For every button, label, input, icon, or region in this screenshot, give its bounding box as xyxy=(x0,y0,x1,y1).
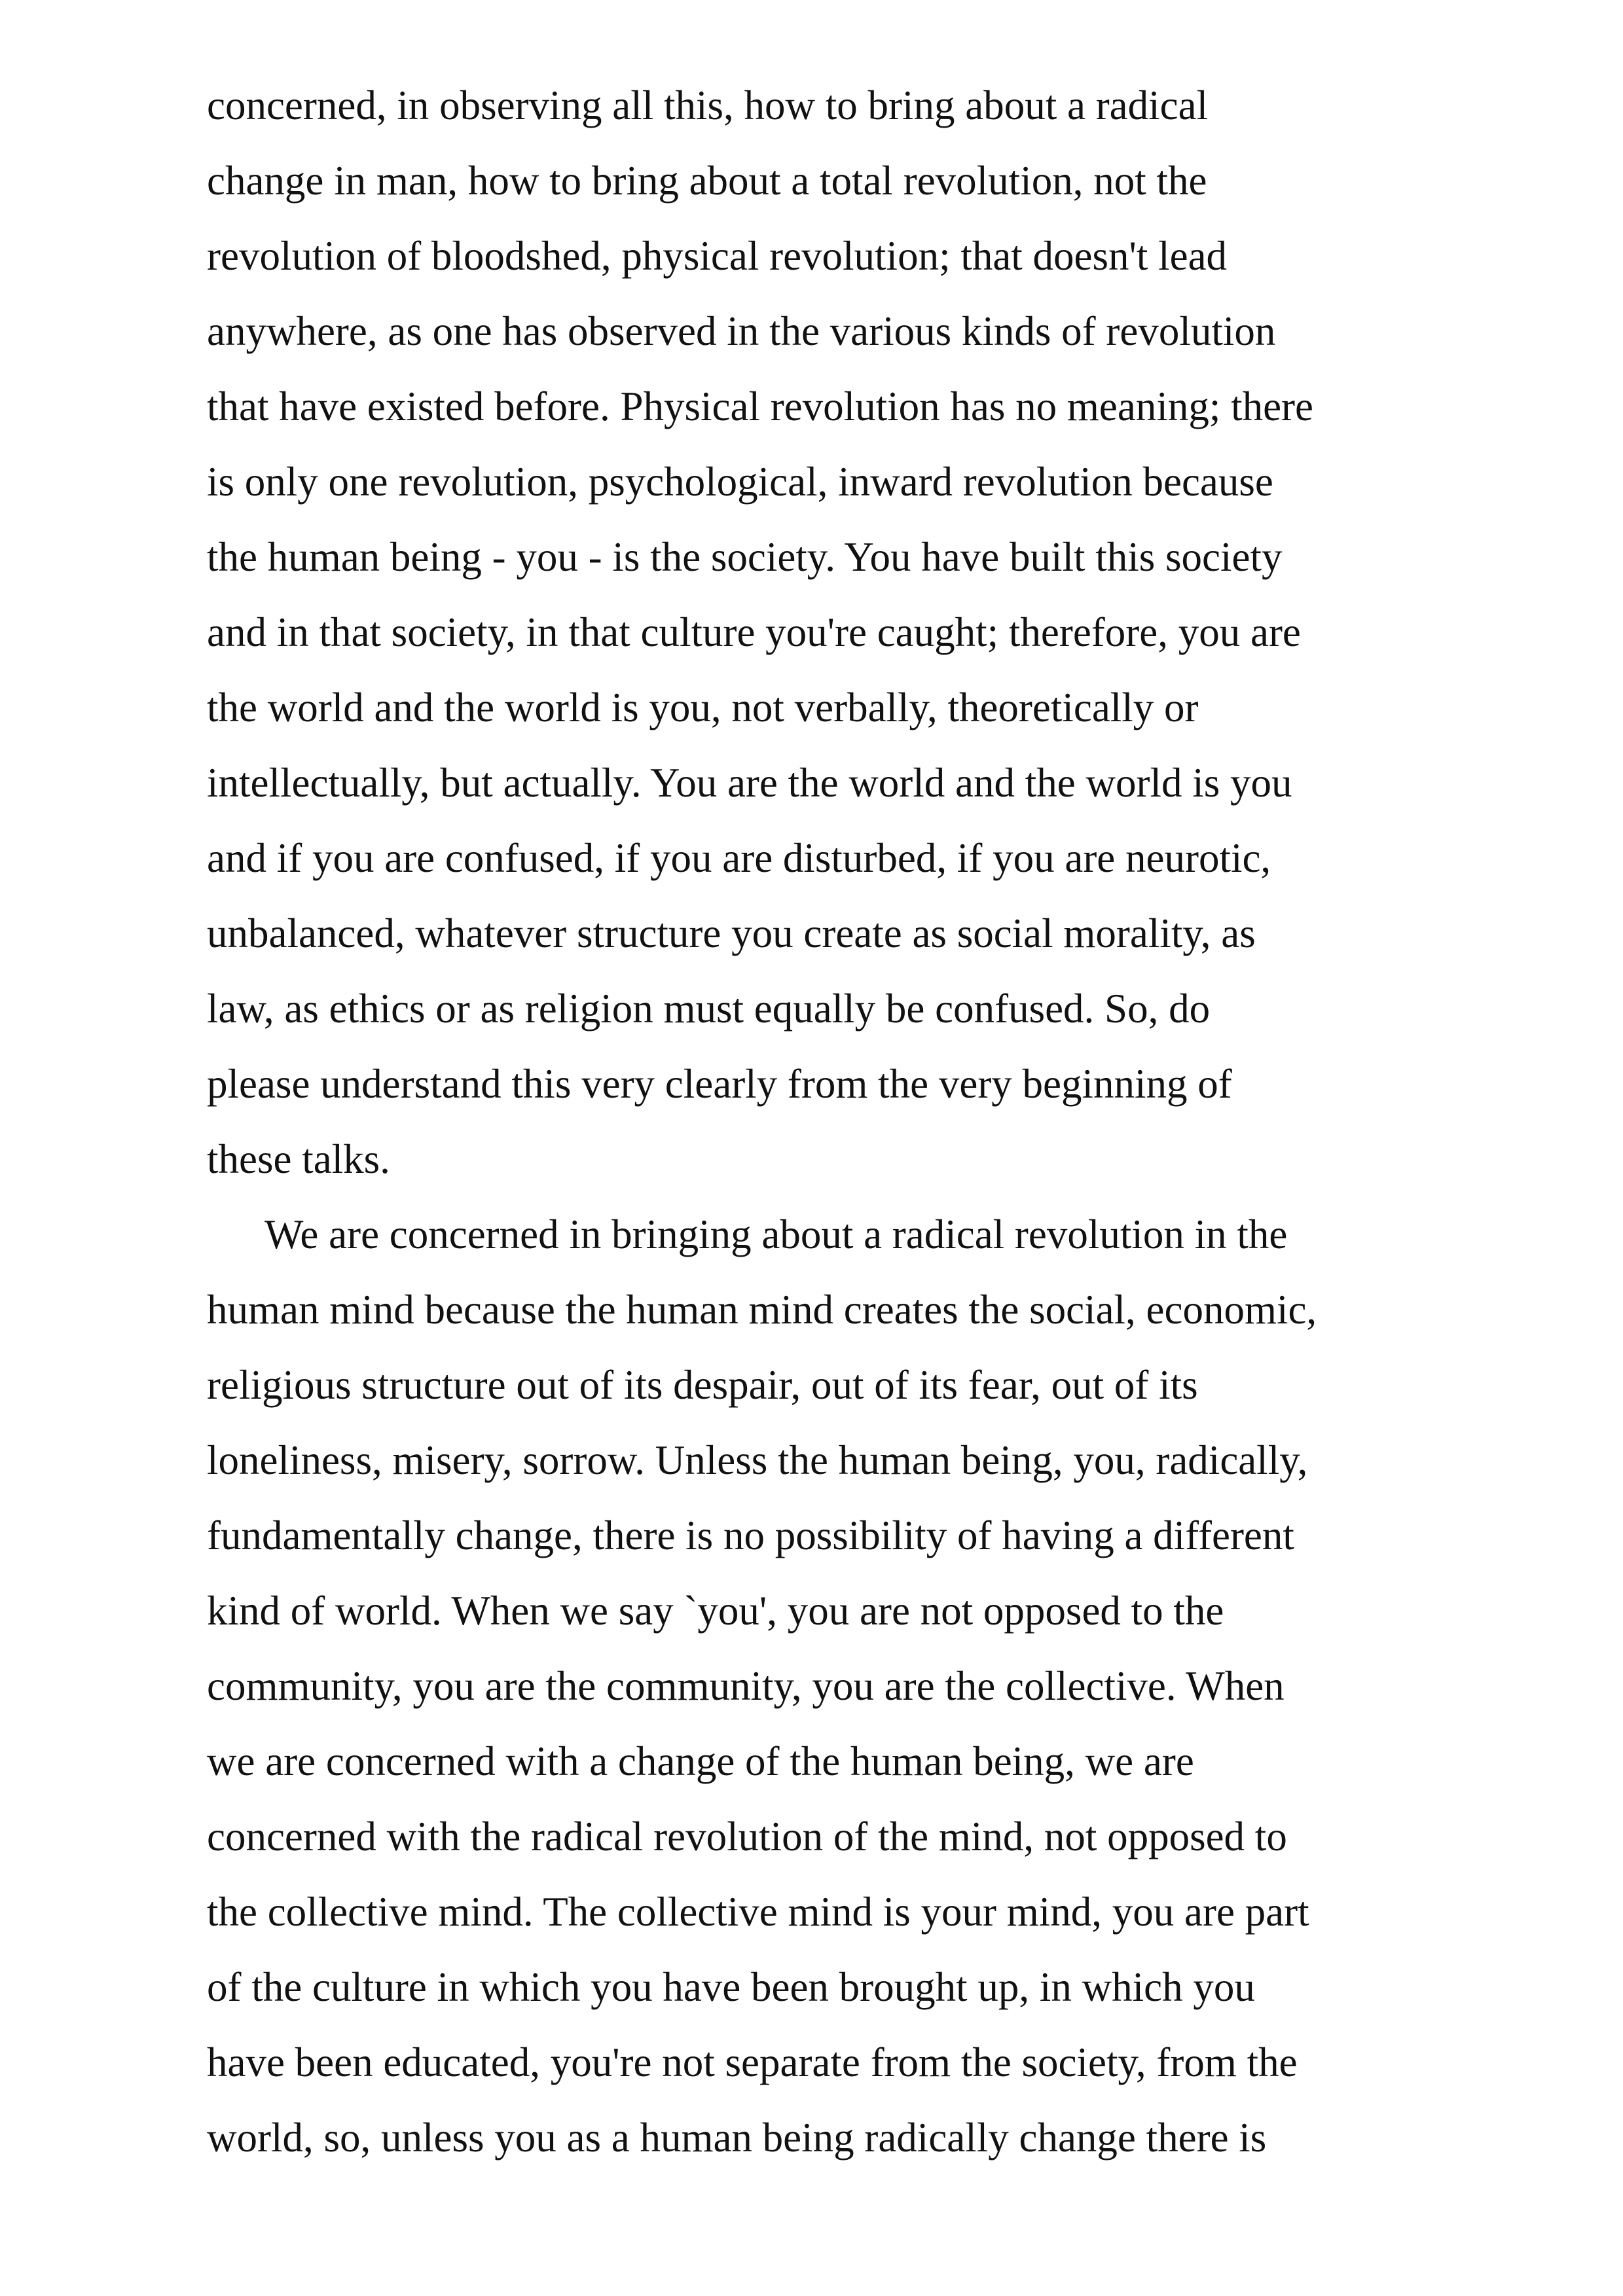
text-line: fundamentally change, there is no possibility of having a different xyxy=(207,1513,1294,1558)
text-line: have been educated, you're not separate from the society, from the xyxy=(207,2039,1298,2085)
text-line: law, as ethics or as religion must equally be confused. So, do xyxy=(207,986,1211,1031)
text-line: is only one revolution, psychological, inward revolution because xyxy=(207,459,1273,505)
text-line: please understand this very clearly from the very beginning of xyxy=(207,1061,1232,1107)
text-line: the collective mind. The collective mind is your mind, you are part xyxy=(207,1889,1309,1935)
text-line: concerned, in observing all this, how to bring about a radical xyxy=(207,82,1209,128)
text-line: these talks. xyxy=(207,1136,390,1182)
text-line: unbalanced, whatever structure you create as social morality, as xyxy=(207,910,1256,956)
text-line: we are concerned with a change of the human being, we are xyxy=(207,1738,1194,1784)
text-line: the human being - you - is the society. You have built this society xyxy=(207,534,1283,580)
text-line: human mind because the human mind creates the social, economic, xyxy=(207,1287,1317,1333)
paragraph-1 xyxy=(207,68,1451,1197)
text-line: We are concerned in bringing about a radical revolution in the xyxy=(264,1211,1288,1257)
text-line: and if you are confused, if you are disturbed, if you are neurotic, xyxy=(207,835,1271,881)
text-line: the world and the world is you, not verbally, theoretically or xyxy=(207,685,1199,730)
text-line: loneliness, misery, sorrow. Unless the human being, you, radically, xyxy=(207,1437,1308,1483)
text-line: world, so, unless you as a human being radically change there is xyxy=(207,2115,1267,2161)
text-line: religious structure out of its despair, out of its fear, out of its xyxy=(207,1362,1198,1408)
text-line: and in that society, in that culture you're caught; therefore, you are xyxy=(207,609,1301,655)
text-line: anywhere, as one has observed in the various kinds of revolution xyxy=(207,308,1276,354)
text-line: revolution of bloodshed, physical revolution; that doesn't lead xyxy=(207,233,1228,279)
text-line: of the culture in which you have been brought up, in which you xyxy=(207,1964,1255,2010)
paragraph-2 xyxy=(207,1197,1451,2176)
body-text xyxy=(207,68,1451,2176)
text-line: concerned with the radical revolution of the mind, not opposed to xyxy=(207,1814,1287,1859)
text-line: change in man, how to bring about a total revolution, not the xyxy=(207,158,1207,204)
text-line: that have existed before. Physical revolution has no meaning; there xyxy=(207,384,1313,429)
text-line: community, you are the community, you are the collective. When xyxy=(207,1663,1285,1709)
text-line: intellectually, but actually. You are the world and the world is you xyxy=(207,760,1292,806)
text-line: kind of world. When we say `you', you are not opposed to the xyxy=(207,1588,1224,1634)
